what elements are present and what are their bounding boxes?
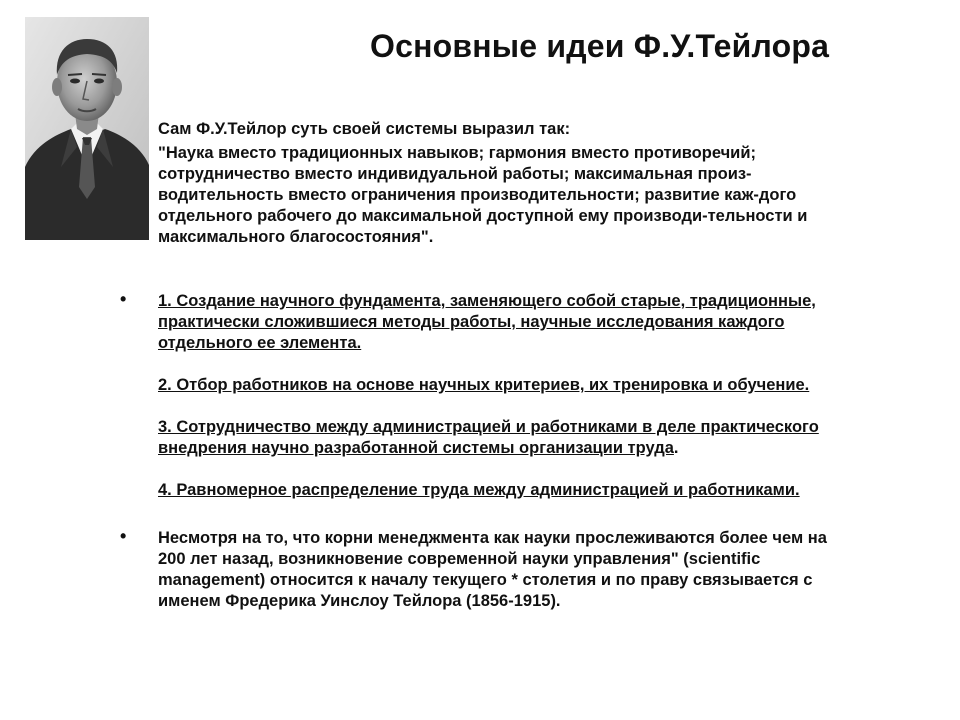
- principles-list: [120, 291, 930, 522]
- principle-item-3: [158, 417, 930, 459]
- intro-quote: [158, 119, 898, 248]
- principle-line: 4. Равномерное распределение труда между администрацией и работниками.: [158, 481, 800, 499]
- page-title: Основные идеи Ф.У.Тейлора: [370, 28, 830, 64]
- intro-lead: Сам Ф.У.Тейлор суть своей системы выразил так:: [158, 120, 571, 138]
- quote-line: сотрудничество вместо индивидуальной работы; максимальная произ-: [158, 165, 752, 183]
- principle-item-1: [158, 291, 930, 354]
- quote-line: отдельного рабочего до максимальной доступной ему производи-тельности и: [158, 207, 808, 225]
- principle-line-tail: .: [673, 439, 679, 457]
- principle-line: 1. Создание научного фундамента, заменяющего собой старые, традиционные,: [158, 292, 816, 310]
- note-line: 200 лет назад, возникновение современной науки управления" (scientific: [158, 550, 761, 568]
- note-bullet-row: [120, 528, 940, 612]
- principle-line: практически сложившиеся методы работы, научные исследования каждого: [158, 313, 785, 331]
- quote-line: максимального благосостояния".: [158, 228, 434, 246]
- bullet-marker: •: [120, 526, 127, 546]
- portrait-photo: [25, 17, 149, 240]
- principle-line: внедрения научно разработанной системы организации труда: [158, 439, 674, 457]
- principle-line: отдельного ее элемента.: [158, 334, 362, 352]
- principles-bullet-row: [120, 291, 930, 501]
- principle-line: 2. Отбор работников на основе научных критериев, их тренировка и обучение.: [158, 376, 810, 394]
- portrait-illustration: [25, 17, 149, 240]
- principle-item-2: [158, 375, 930, 396]
- quote-line: водительность вместо ограничения производительности; развитие каж-дого: [158, 186, 797, 204]
- principle-item-4: [158, 480, 930, 501]
- bullet-marker: •: [120, 289, 127, 309]
- quote-line: "Наука вместо традиционных навыков; гармония вместо противоречий;: [158, 144, 756, 162]
- principle-line: 3. Сотрудничество между администрацией и работниками в деле практического: [158, 418, 819, 436]
- note-line: именем Фредерика Уинслоу Тейлора (1856-1915).: [158, 592, 561, 610]
- note-line: management) относится к началу текущего * столетия и по праву связывается с: [158, 571, 813, 589]
- note-line: Несмотря на то, что корни менеджмента как науки прослеживаются более чем на: [158, 529, 827, 547]
- history-note: [120, 528, 940, 612]
